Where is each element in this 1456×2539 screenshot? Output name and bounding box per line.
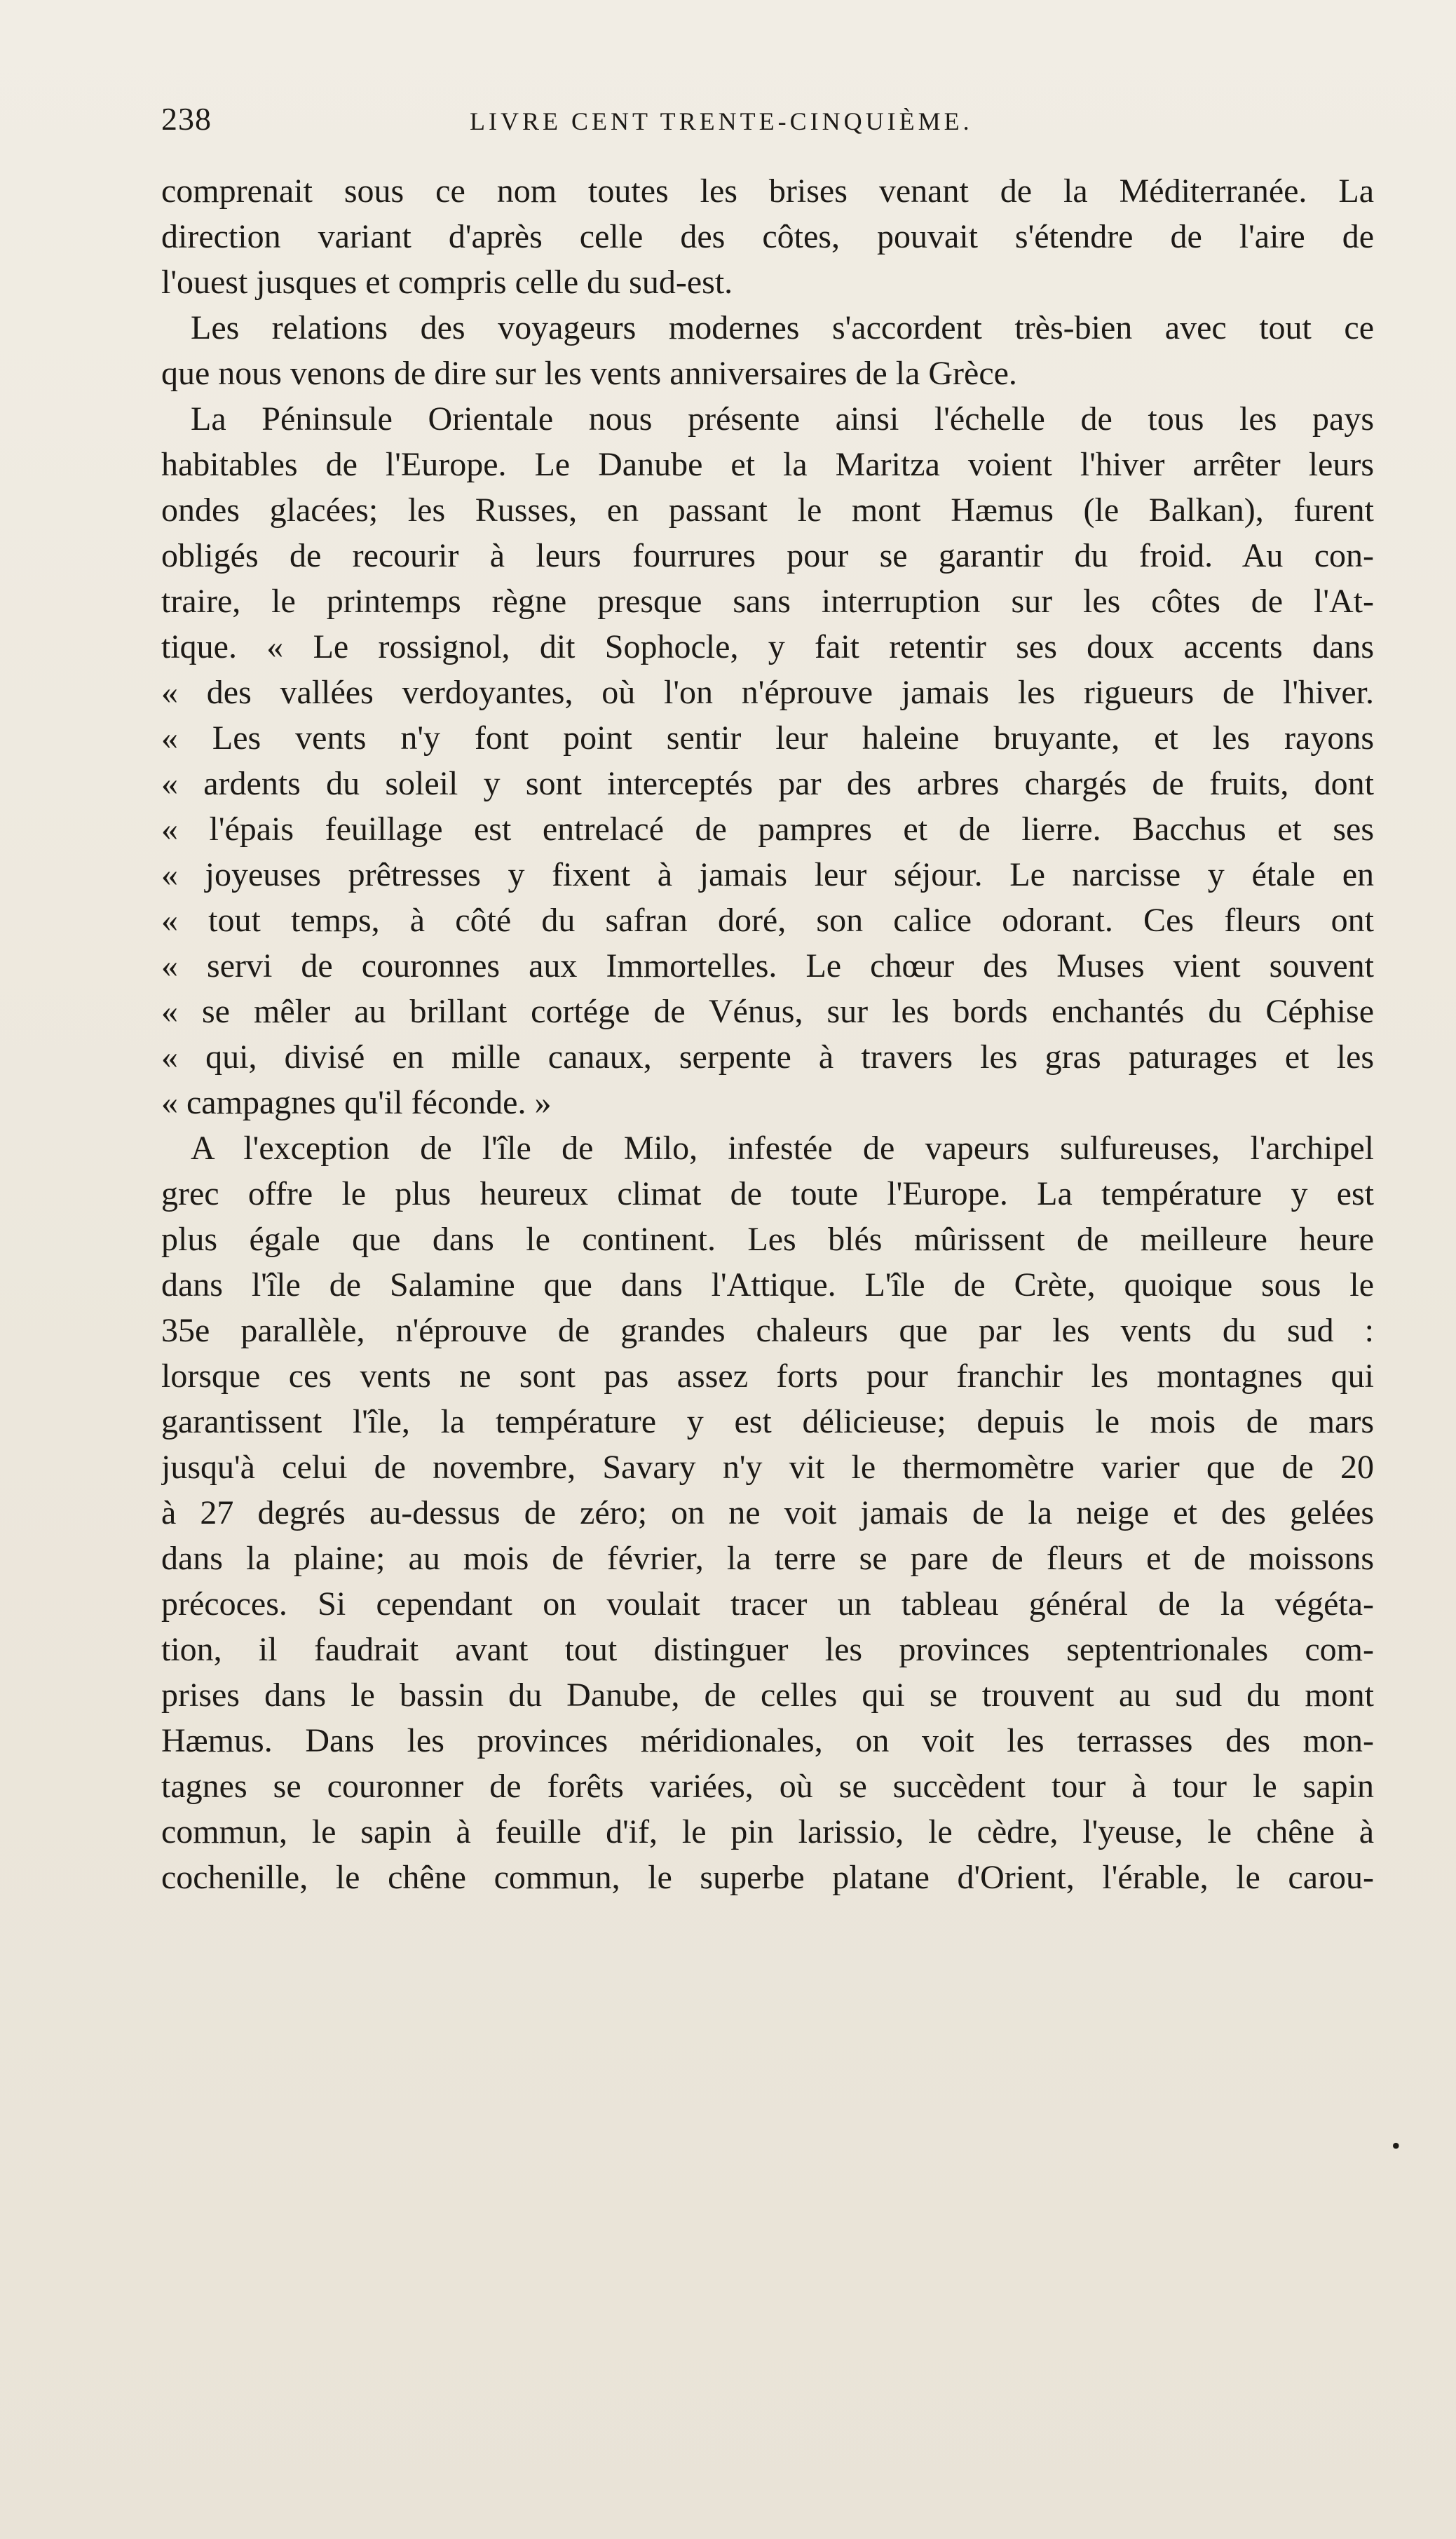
text-line-11: tique. « Le rossignol, dit Sophocle, y fait retentir ses doux accents dans — [161, 628, 1374, 665]
body-text — [161, 168, 1374, 1900]
text-line-19: « se mêler au brillant cortége de Vénus, sur les bords enchantés du Céphise — [161, 993, 1374, 1030]
text-line-22: A l'exception de l'île de Milo, infestée de vapeurs sulfureuses, l'archipel — [191, 1130, 1374, 1167]
text-line-28: garantissent l'île, la température y est délicieuse; depuis le mois de mars — [161, 1403, 1374, 1440]
text-line-12: « des vallées verdoyantes, où l'on n'éprouve jamais les rigueurs de l'hiver. — [161, 674, 1374, 711]
text-line-25: dans l'île de Salamine que dans l'Attique. L'île de Crète, quoique sous le — [161, 1266, 1374, 1304]
text-line-34: prises dans le bassin du Danube, de celles qui se trouvent au sud du mont — [161, 1677, 1374, 1714]
text-line-5: que nous venons de dire sur les vents anniversaires de la Grèce. — [161, 355, 1017, 392]
text-line-16: « joyeuses prêtresses y fixent à jamais leur séjour. Le narcisse y étale en — [161, 856, 1374, 893]
text-line-31: dans la plaine; au mois de février, la terre se pare de fleurs et de moissons — [161, 1540, 1374, 1577]
text-line-38: cochenille, le chêne commun, le superbe platane d'Orient, l'érable, le carou- — [161, 1859, 1374, 1896]
text-line-14: « ardents du soleil y sont interceptés par des arbres chargés de fruits, dont — [161, 765, 1374, 802]
text-line-10: traire, le printemps règne presque sans interruption sur les côtes de l'At- — [161, 583, 1374, 620]
text-line-24: plus égale que dans le continent. Les blés mûrissent de meilleure heure — [161, 1221, 1374, 1258]
text-line-1: comprenait sous ce nom toutes les brises venant de la Méditerranée. La — [161, 172, 1374, 210]
running-title: LIVRE CENT TRENTE-CINQUIÈME. — [470, 107, 973, 135]
text-line-7: habitables de l'Europe. Le Danube et la Maritza voient l'hiver arrêter leurs — [161, 446, 1374, 483]
margin-mark: • — [1392, 2132, 1401, 2160]
text-line-9: obligés de recourir à leurs fourrures pour se garantir du froid. Au con- — [161, 537, 1374, 574]
text-line-27: lorsque ces vents ne sont pas assez forts pour franchir les montagnes qui — [161, 1357, 1374, 1395]
text-line-13: « Les vents n'y font point sentir leur haleine bruyante, et les rayons — [161, 719, 1374, 757]
text-line-26: 35e parallèle, n'éprouve de grandes chaleurs que par les vents du sud : — [161, 1312, 1374, 1349]
text-line-33: tion, il faudrait avant tout distinguer les provinces septentrionales com- — [161, 1631, 1374, 1668]
text-line-17: « tout temps, à côté du safran doré, son calice odorant. Ces fleurs ont — [161, 902, 1374, 939]
text-line-15: « l'épais feuillage est entrelacé de pampres et de lierre. Bacchus et ses — [161, 811, 1374, 848]
text-line-23: grec offre le plus heureux climat de toute l'Europe. La température y est — [161, 1175, 1374, 1212]
page-number: 238 — [161, 101, 212, 137]
text-line-35: Hæmus. Dans les provinces méridionales, on voit les terrasses des mon- — [161, 1722, 1374, 1759]
text-line-32: précoces. Si cependant on voulait tracer un tableau général de la végéta- — [161, 1585, 1374, 1623]
text-line-3: l'ouest jusques et compris celle du sud-est. — [161, 264, 733, 301]
text-line-37: commun, le sapin à feuille d'if, le pin larissio, le cèdre, l'yeuse, le chêne à — [161, 1813, 1374, 1850]
running-head — [161, 98, 1374, 140]
text-line-18: « servi de couronnes aux Immortelles. Le chœur des Muses vient souvent — [161, 947, 1374, 984]
text-line-36: tagnes se couronner de forêts variées, où se succèdent tour à tour le sapin — [161, 1768, 1374, 1805]
text-line-6: La Péninsule Orientale nous présente ainsi l'échelle de tous les pays — [191, 400, 1374, 438]
text-line-29: jusqu'à celui de novembre, Savary n'y vit le thermomètre varier que de 20 — [161, 1449, 1374, 1486]
text-line-21: « campagnes qu'il féconde. » — [161, 1084, 552, 1121]
text-line-4: Les relations des voyageurs modernes s'accordent très-bien avec tout ce — [191, 309, 1374, 346]
text-line-2: direction variant d'après celle des côtes, pouvait s'étendre de l'aire de — [161, 218, 1374, 255]
text-line-20: « qui, divisé en mille canaux, serpente à travers les gras paturages et les — [161, 1038, 1374, 1076]
text-line-8: ondes glacées; les Russes, en passant le mont Hæmus (le Balkan), furent — [161, 492, 1374, 529]
text-line-30: à 27 degrés au-dessus de zéro; on ne voit jamais de la neige et des gelées — [161, 1494, 1374, 1531]
